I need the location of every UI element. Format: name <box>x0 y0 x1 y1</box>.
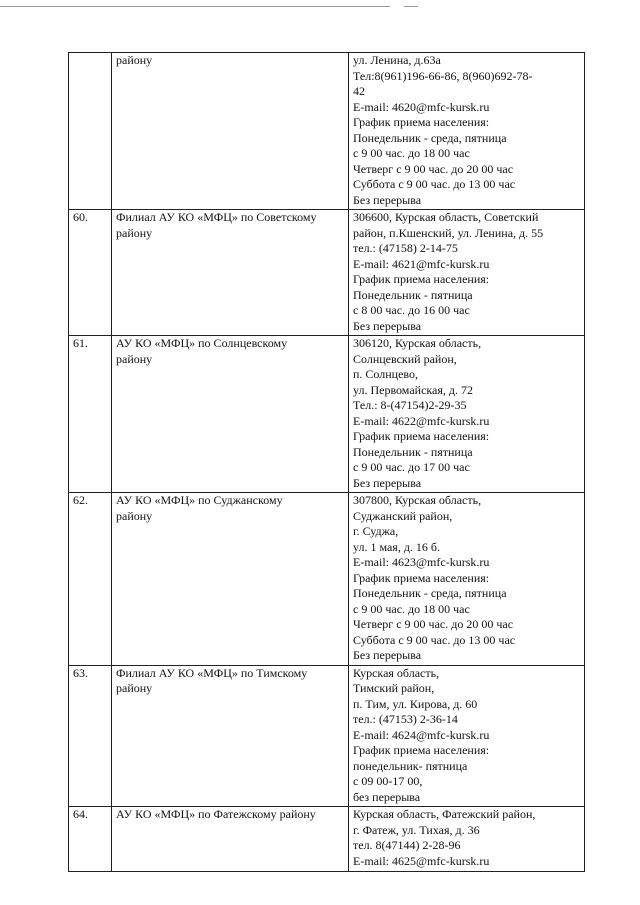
branch-name-cell: АУ КО «МФЦ» по Суджанскому району <box>112 493 349 666</box>
branch-name-cell: АУ КО «МФЦ» по Солнцевскому району <box>112 336 349 493</box>
row-number-cell <box>69 53 112 210</box>
table-row <box>69 210 585 336</box>
table-row <box>69 53 585 210</box>
mfc-branches-table <box>68 52 585 872</box>
branch-info-cell: 306120, Курская область, Солнцевский район, п. Солнцево, ул. Первомайская, д. 72 Тел.: 8-(47154)2-29-35 E-mail: 4622@mfc-kursk.ru График приема населения: Понедельник - пятница с 9 00 час. до 17 00 час Без перерыва <box>349 336 585 493</box>
branch-name-cell: Филиал АУ КО «МФЦ» по Тимскому району <box>112 665 349 807</box>
branch-info-cell: 307800, Курская область, Суджанский район, г. Суджа, ул. 1 мая, д. 16 б. E-mail: 4623@mfc-kursk.ru График приема населения: Понедельник - среда, пятница с 9 00 час. до 18 00 час Четверг с 9 00 час. до 20 00 час Суббота с 9 00 час. до 13 00 час Без перерыва <box>349 493 585 666</box>
row-number-cell: 61. <box>69 336 112 493</box>
branch-name-cell: Филиал АУ КО «МФЦ» по Советскому району <box>112 210 349 336</box>
top-edge-mark <box>404 6 418 7</box>
row-number-cell: 62. <box>69 493 112 666</box>
row-number-cell: 64. <box>69 807 112 872</box>
row-number-cell: 60. <box>69 210 112 336</box>
branch-name-cell: району <box>112 53 349 210</box>
row-number-cell: 63. <box>69 665 112 807</box>
table-row <box>69 336 585 493</box>
branch-info-cell: 306600, Курская область, Советский район, п.Кшенский, ул. Ленина, д. 55 тел.: (47158) 2-14-75 E-mail: 4621@mfc-kursk.ru График приема населения: Понедельник - пятница с 8 00 час. до 16 00 час Без перерыва <box>349 210 585 336</box>
table-row <box>69 493 585 666</box>
top-edge-line <box>0 6 390 7</box>
table-row <box>69 665 585 807</box>
branch-info-cell: ул. Ленина, д.63а Тел:8(961)196-66-86, 8(960)692-78- 42 E-mail: 4620@mfc-kursk.ru График приема населения: Понедельник - среда, пятница с 9 00 час. до 18 00 час Четверг с 9 00 час. до 20 00 час Суббота с 9 00 час. до 13 00 час Без перерыва <box>349 53 585 210</box>
branch-name-cell: АУ КО «МФЦ» по Фатежскому району <box>112 807 349 872</box>
branch-info-cell: Курская область, Тимский район, п. Тим, ул. Кирова, д. 60 тел.: (47153) 2-36-14 E-mail: 4624@mfc-kursk.ru График приема населения: понедельник- пятница с 09 00-17 00, без перерыва <box>349 665 585 807</box>
branch-info-cell: Курская область, Фатежский район, г. Фатеж, ул. Тихая, д. 36 тел. 8(47144) 2-28-96 E-mail: 4625@mfc-kursk.ru <box>349 807 585 872</box>
table-row <box>69 807 585 872</box>
